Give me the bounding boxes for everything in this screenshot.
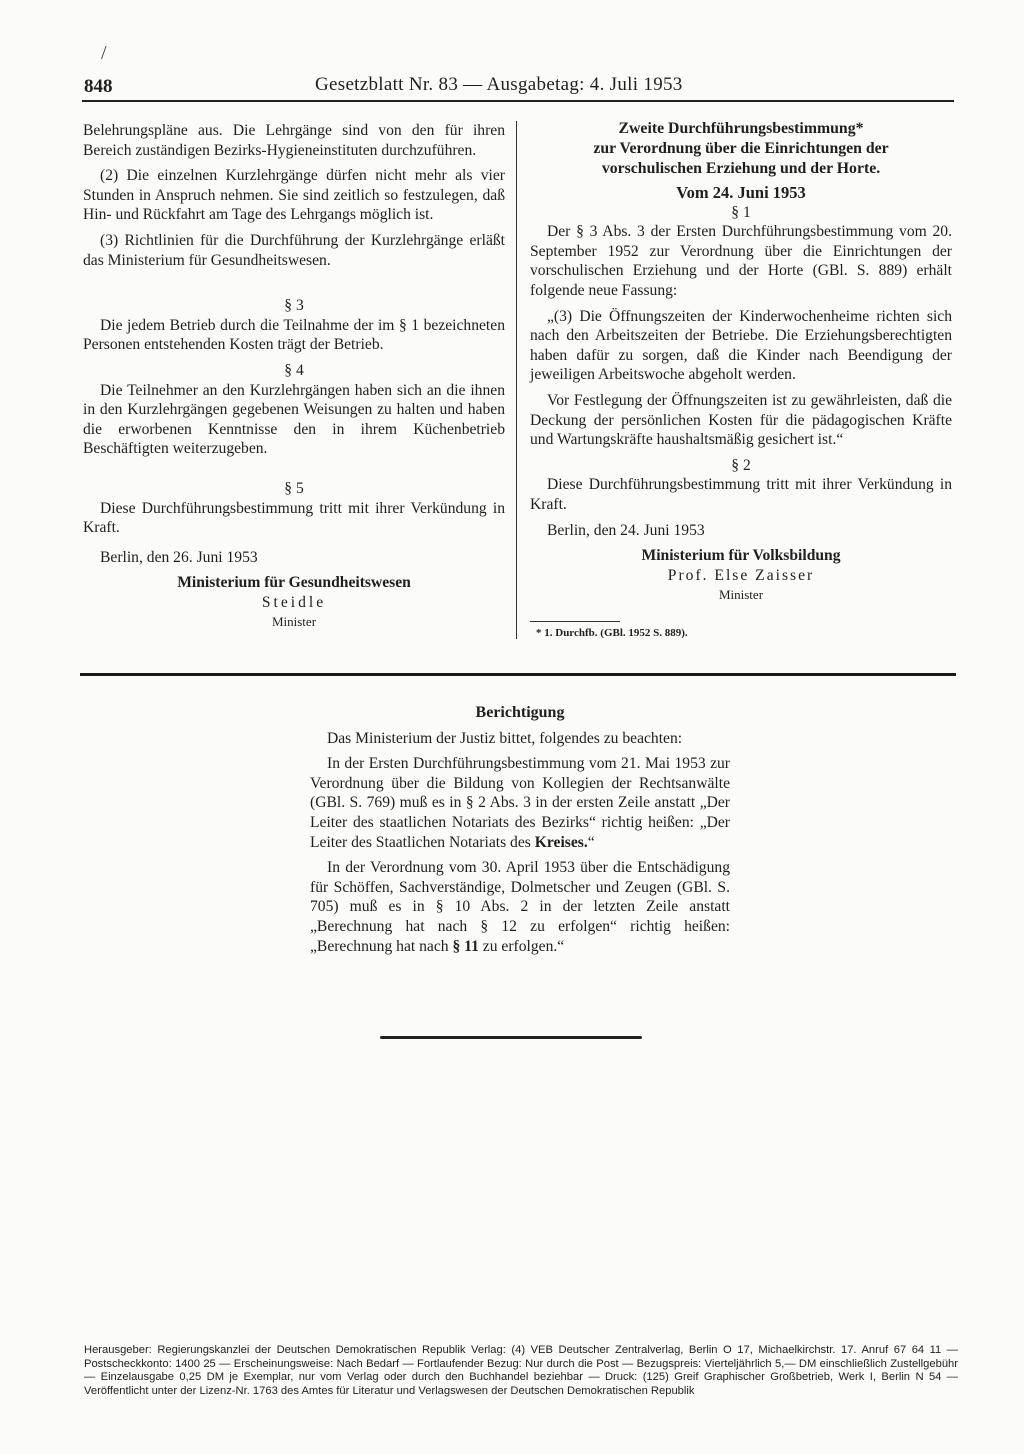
left-column [83, 121, 505, 632]
footnote-rule [530, 621, 620, 622]
signature-role: Minister [271, 614, 317, 630]
left-paragraph-3: (3) Richtlinien für die Durchführung der Kurzlehrgänge erläßt das Ministerium für Gesundheitswesen. [83, 231, 505, 269]
section-3-heading: § 3 [284, 297, 304, 315]
section-5-text: Diese Durchführungsbestimmung tritt mit ihrer Verkündung in Kraft. [83, 499, 505, 537]
correction-title: Berichtigung [475, 704, 565, 721]
correction-intro: Das Ministerium der Justiz bittet, folgendes zu beachten: [327, 729, 683, 747]
page-header-title: Gesetzblatt Nr. 83 — Ausgabetag: 4. Juli 1953 [315, 74, 683, 95]
correction-paragraph-1-emphasis: Kreises. [534, 833, 588, 851]
left-paragraph-1: Belehrungspläne aus. Die Lehrgänge sind von den für ihren Bereich zuständigen Bezirks-Hygieneinstituten durchzuführen. [83, 122, 505, 159]
signature-name: Steidle [261, 593, 327, 611]
section-3-text: Die jedem Betrieb durch die Teilnahme der im § 1 bezeichneten Personen entstehenden Kosten trägt der Betrieb. [83, 316, 505, 354]
place-date: Berlin, den 26. Juni 1953 [100, 548, 258, 566]
regulation-title-line-3: vorschulischen Erziehung und der Horte. [601, 160, 881, 177]
end-rule [380, 1036, 642, 1039]
header-rule [82, 100, 954, 102]
imprint: Herausgeber: Regierungskanzlei der Deutschen Demokratischen Republik Verlag: (4) VEB Deutscher Zentralverlag, Berlin O 17, Michaelkirchstr. 17. Anruf 67 64 11 — Postscheckkonto: 1400 25 — Erscheinungsweise: Nach Bedarf — Fortlaufender Bezug: Nur durch die Post — Bezugspreis: Vierteljährlich 5,— DM einschließlich Zustellgebühr — Einzelausgabe 0,25 DM je Exemplar, nur vom Verlag oder durch den Buchhandel beziehbar — Druck: (125) Greif Graphischer Großbetrieb, Werk I, Berlin N 54 — Veröffentlicht unter der Lizenz-Nr. 1763 des Amtes für Literatur und Verlagswesen der Deutschen Demokratischen Republik [84, 1344, 958, 1397]
section-separator [80, 673, 956, 676]
correction-paragraph-2 [310, 858, 730, 956]
correction-notice [310, 703, 730, 962]
regulation-title-line-2: zur Verordnung über die Einrichtungen der [593, 140, 889, 157]
section-1-text: Der § 3 Abs. 3 der Ersten Durchführungsbestimmung vom 20. September 1952 zur Verordnung über die Einrichtungen der vorschulischen Erziehung und der Horte (GBl. S. 889) erhält folgende neue Fassung: [530, 223, 952, 299]
section-2-heading: § 2 [731, 456, 751, 474]
signature-ministry: Ministerium für Gesundheitswesen [177, 574, 411, 592]
place-date-right: Berlin, den 24. Juni 1953 [547, 521, 705, 539]
signature-role-right: Minister [718, 587, 764, 603]
correction-paragraph-1-end: “ [587, 833, 595, 851]
column-divider [516, 121, 517, 639]
correction-paragraph-2-end: zu erfolgen.“ [482, 937, 565, 955]
section-4-heading: § 4 [284, 361, 304, 379]
left-paragraph-2: (2) Die einzelnen Kurzlehrgänge dürfen nicht mehr als vier Stunden in Anspruch nehmen. Sie sind zeitlich so festzulegen, daß Hin- und Rückfahrt am Tage des Lehrgangs möglich ist. [83, 167, 505, 224]
signature-name-right: Prof. Else Zaisser [667, 566, 815, 584]
section-5-heading: § 5 [284, 479, 304, 497]
signature-ministry-right: Ministerium für Volksbildung [641, 547, 841, 565]
correction-paragraph-2-text: In der Verordnung vom 30. April 1953 über die Entschädigung für Schöffen, Sachverständige, Dolmetscher und Zeugen (GBl. S. 705) muß es in § 10 Abs. 2 in der letzten Zeile anstatt „Berechnung hat nach § 12 zu erfolgen“ richtig heißen: „Berechnung hat nach [310, 859, 730, 955]
section-4-text: Die Teilnehmer an den Kurzlehrgängen haben sich an die ihnen in den Kurzlehrgängen gegebenen Weisungen zu halten und haben die erworbenen Kenntnisse den in ihrem Küchenbetrieb Beschäftigten weiterzugeben. [83, 381, 505, 458]
page-number: 848 [84, 76, 113, 97]
section-2-text: Diese Durchführungsbestimmung tritt mit ihrer Verkündung in Kraft. [530, 476, 952, 513]
section-1-heading: § 1 [731, 203, 751, 221]
margin-mark: / [101, 42, 107, 64]
footnote: * 1. Durchfb. (GBl. 1952 S. 889). [536, 627, 688, 639]
quoted-paragraph-2: Vor Festlegung der Öffnungszeiten ist zu gewährleisten, daß die Deckung der persönlichen Kosten für die pädagogischen Kräfte und Wartungskräfte haushaltsmäßig gesichert ist.“ [530, 391, 952, 449]
correction-paragraph-1-text: In der Ersten Durchführungsbestimmung vom 21. Mai 1953 zur Verordnung über die Bildung von Kollegien der Rechtsanwälte (GBl. S. 769) muß es in § 2 Abs. 3 in der ersten Zeile anstatt „Der Leiter des staatlichen Notariats des Bezirks“ richtig heißen: „Der Leiter des Staatlichen Notariats des [310, 755, 730, 851]
regulation-date: Vom 24. Juni 1953 [676, 183, 806, 202]
regulation-title-line-1: Zweite Durchführungsbestimmung* [618, 120, 864, 137]
correction-paragraph-2-emphasis: § 11 [452, 937, 479, 955]
right-column [530, 119, 952, 605]
quoted-paragraph-1: „(3) Die Öffnungszeiten der Kinderwochenheime richten sich nach den Arbeitszeiten der Betriebe. Die Erziehungsberechtigten haben dafür zu sorgen, daß die Kinder nach Beendigung der jeweiligen Arbeitswoche abgeholt werden. [530, 307, 952, 384]
correction-paragraph-1 [310, 754, 730, 852]
